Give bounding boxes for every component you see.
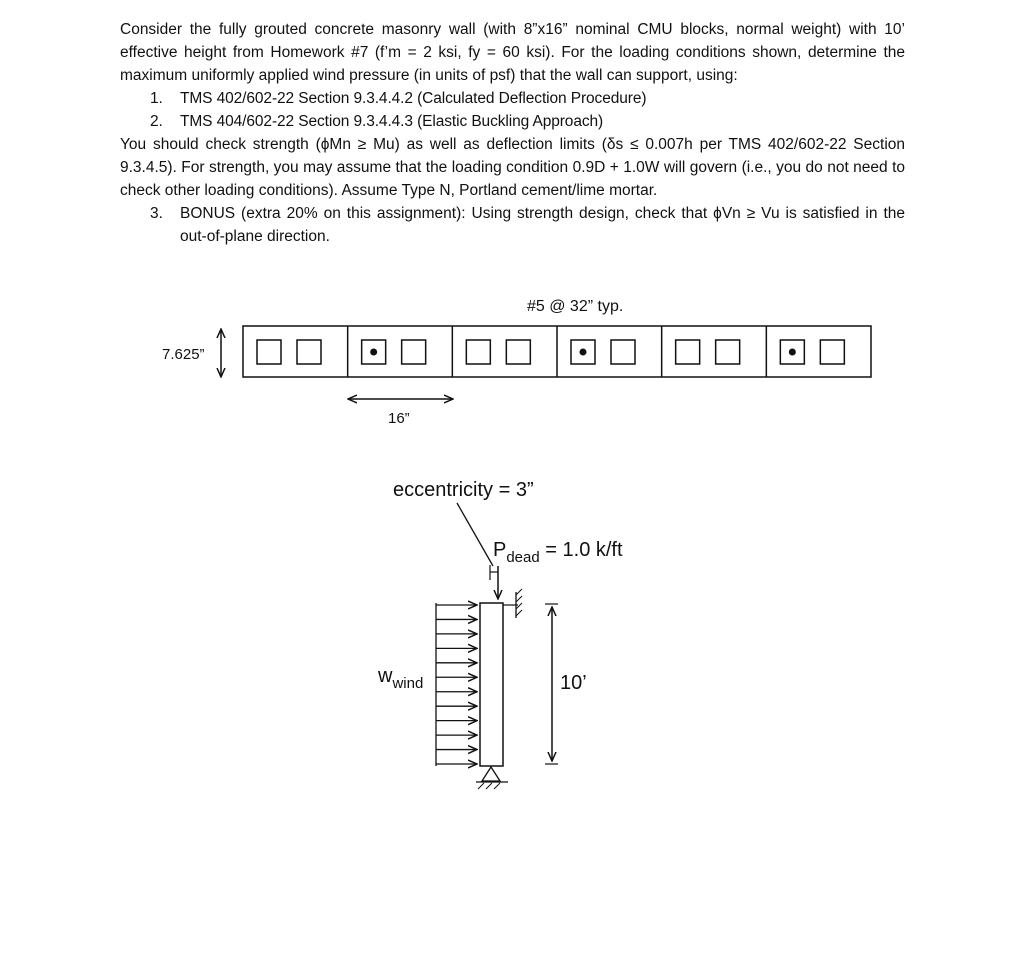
wind-load-arrows [436, 605, 476, 764]
cmu-blocks [257, 326, 844, 377]
rebar-dot [789, 349, 796, 356]
list-number: 1. [150, 90, 163, 107]
wind-subscript: wind [392, 675, 424, 692]
bottom-pin-support [476, 767, 508, 789]
height-dimension [545, 604, 558, 764]
block-cell [297, 340, 321, 364]
problem-intro: Consider the fully grouted concrete masonry wall (with 8”x16” nominal CMU blocks, normal weight) with 10’ effective height from Homework #7 (f’m = 2 ksi, fy = 60 ksi). For the loading conditions shown, determine the maximum uniformly applied wind pressure (in units of psf) that the wall can support, using: [120, 21, 905, 84]
block-cell [466, 340, 490, 364]
rebar-dot [370, 349, 377, 356]
check-requirements: You should check strength (ϕMn ≥ Mu) as well as deflection limits (δs ≤ 0.007h per TMS 402/602-22 Section 9.3.4.5). For strength, you may assume that the loading condition 0.9D + 1.0W will govern (i.e., you do not need to check other loading conditions). Assume Type N, Portland cement/lime mortar. [120, 136, 905, 199]
top-support-symbol [503, 589, 522, 618]
block-cell [506, 340, 530, 364]
block-cell [611, 340, 635, 364]
eccentricity-leader [457, 503, 493, 566]
dead-load-label [493, 539, 623, 566]
wall-member [480, 603, 503, 766]
block-cell [257, 340, 281, 364]
height-label: 10’ [560, 672, 587, 694]
block-cell [402, 340, 426, 364]
block-cell [676, 340, 700, 364]
dead-load-symbol: P [493, 539, 507, 561]
wind-label [377, 665, 423, 692]
bonus-text: BONUS (extra 20% on this assignment): Using strength design, check that ϕVn ≥ Vu is satisfied in the out-of-plane direction. [180, 205, 905, 245]
list-text: TMS 402/602-22 Section 9.3.4.4.2 (Calculated Deflection Procedure) [180, 90, 647, 107]
dead-load-subscript: dead [506, 549, 540, 566]
dead-load-value: = 1.0 k/ft [539, 539, 623, 561]
rebar-dot [580, 349, 587, 356]
list-number: 2. [150, 113, 163, 130]
wind-symbol: w [378, 665, 393, 687]
eccentricity-label: eccentricity = 3” [393, 479, 534, 501]
list-text: TMS 404/602-22 Section 9.3.4.4.3 (Elastic Buckling Approach) [180, 113, 604, 130]
block-length-label: 16” [388, 410, 410, 427]
block-cell [820, 340, 844, 364]
block-cell [716, 340, 740, 364]
thickness-label: 7.625” [162, 346, 205, 363]
rebar-label: #5 @ 32” typ. [527, 298, 624, 315]
list-number: 3. [150, 205, 163, 222]
